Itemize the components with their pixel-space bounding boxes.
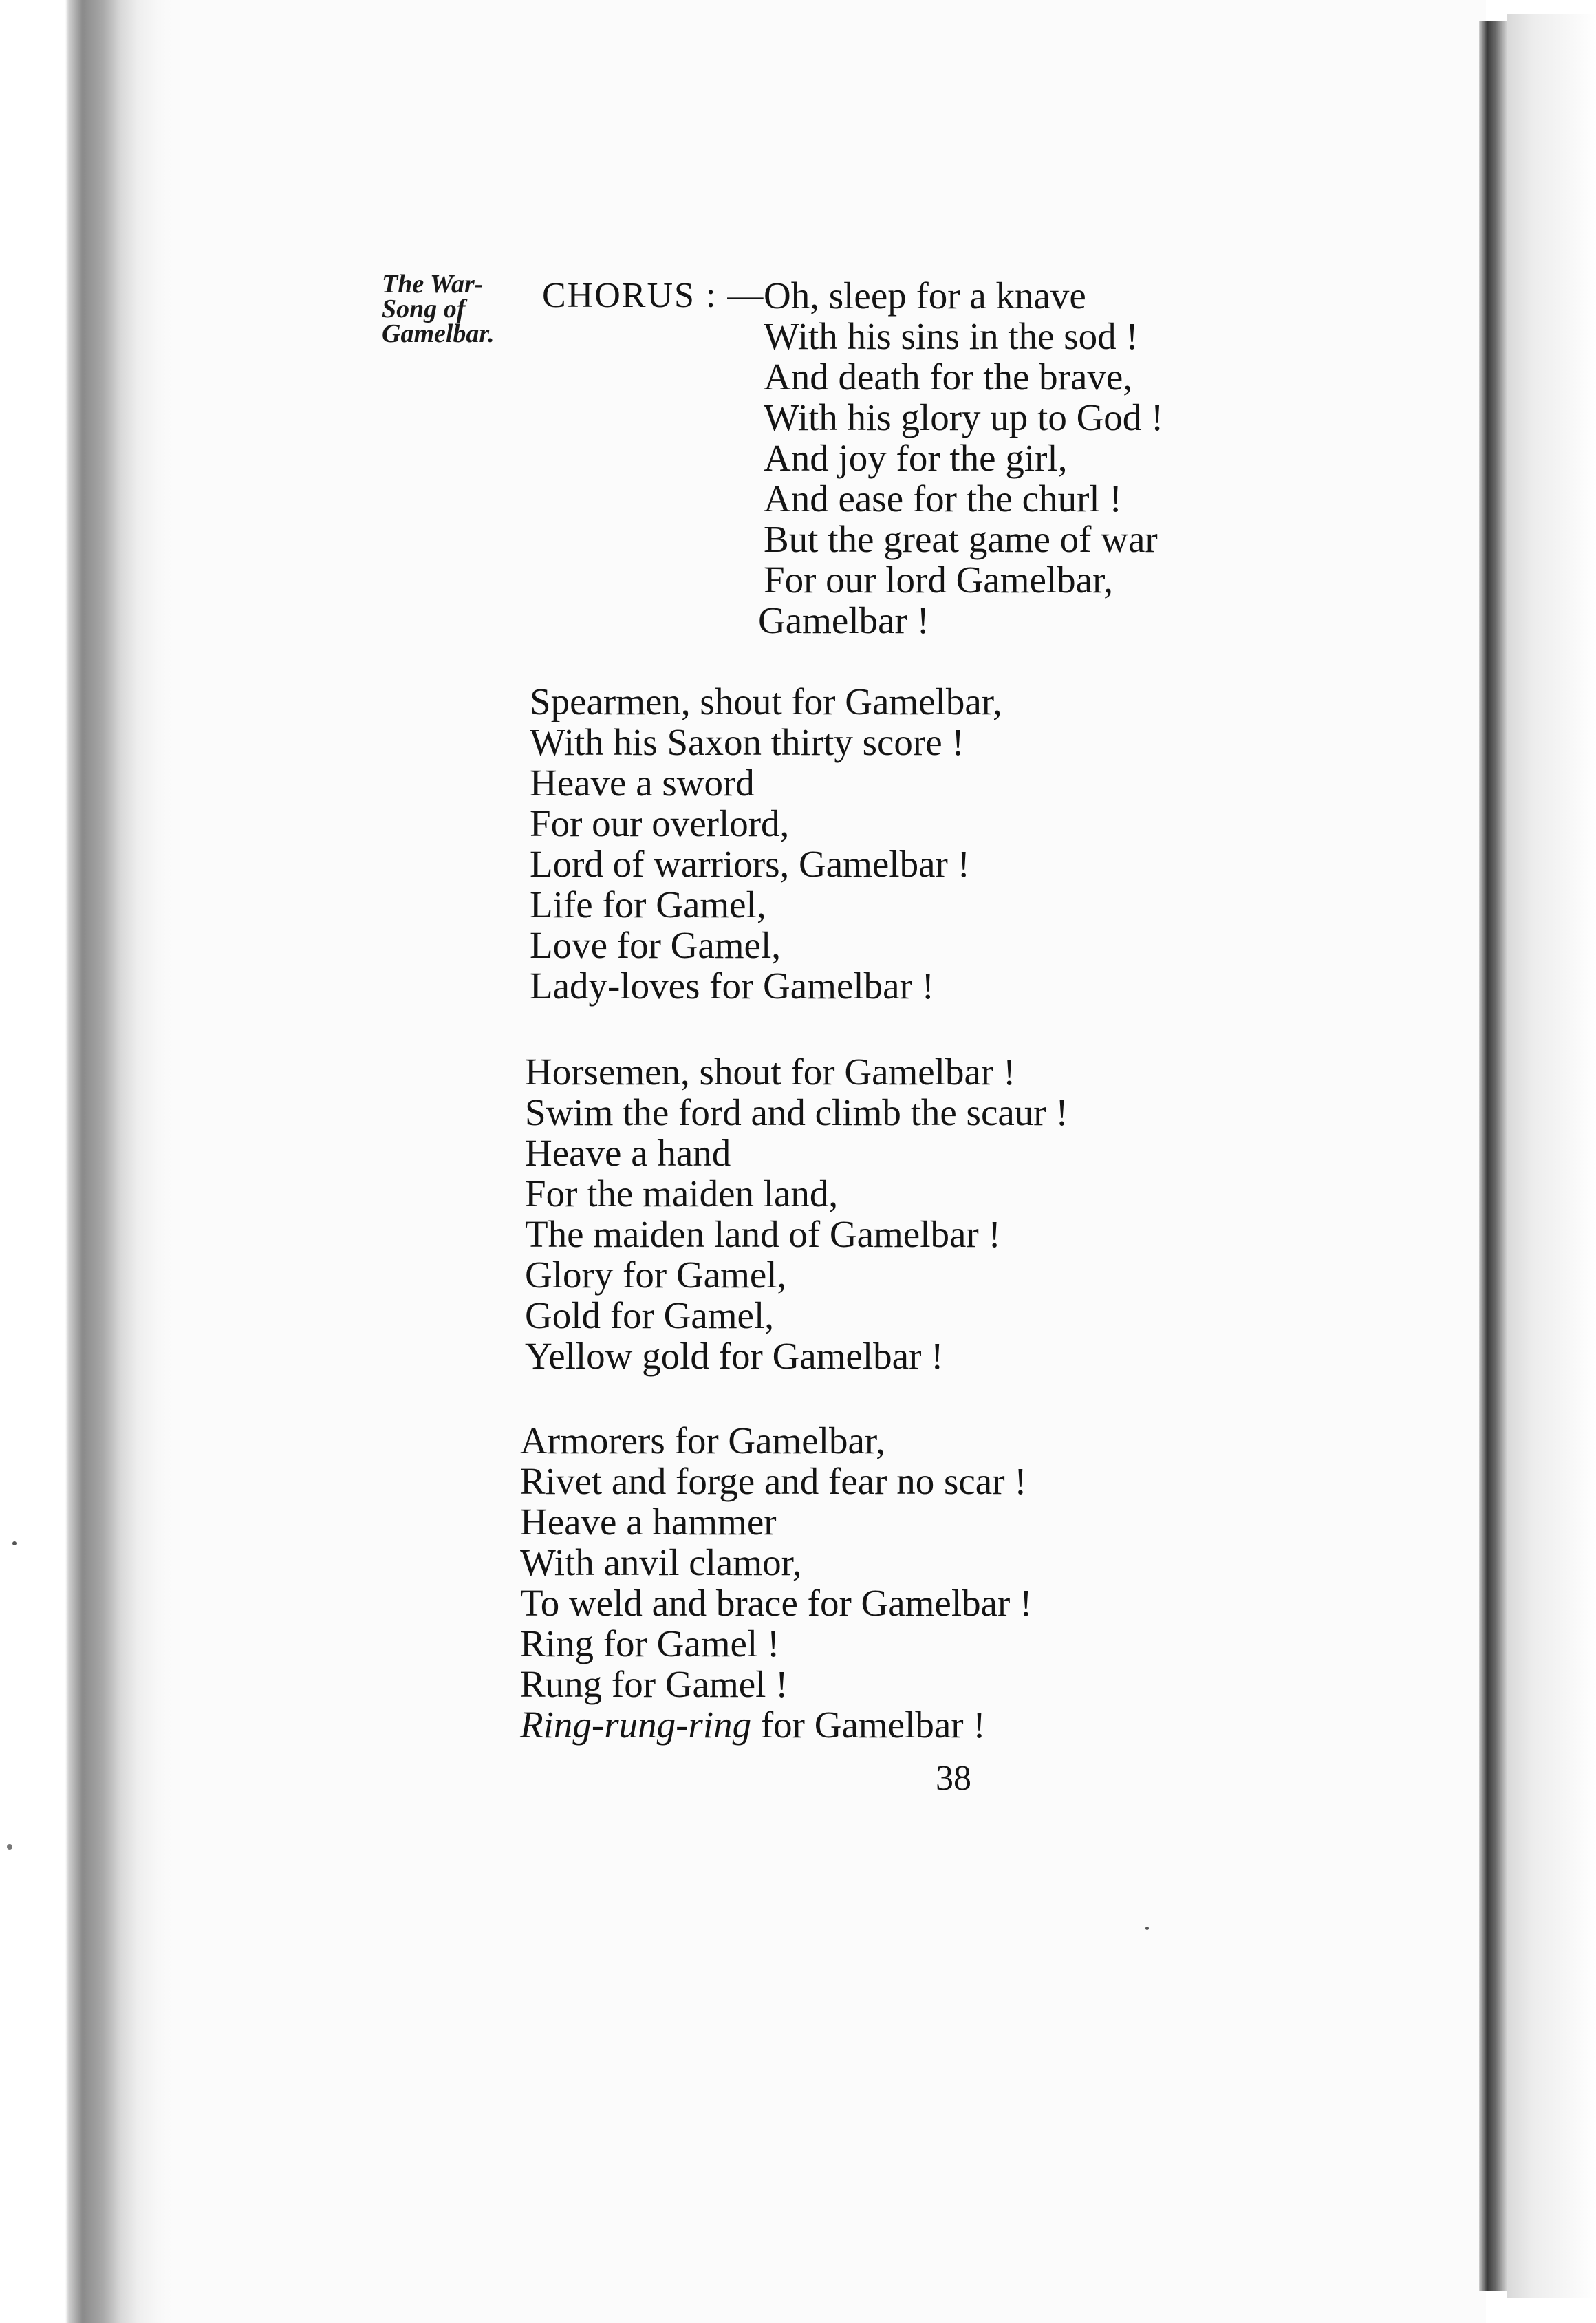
side-note	[382, 272, 495, 346]
verse-line: Spearmen, shout for Gamelbar,	[530, 681, 1002, 722]
verse-line: With anvil clamor,	[520, 1541, 802, 1583]
verse-line: Yellow gold for Gamelbar !	[525, 1335, 944, 1377]
verse-line: Horsemen, shout for Gamelbar !	[525, 1051, 1016, 1093]
verse-line: With his sins in the sod !	[764, 315, 1139, 357]
verse-line: Heave a hammer	[520, 1501, 777, 1543]
scan-speck	[7, 1844, 12, 1850]
verse-line: And joy for the girl,	[764, 437, 1068, 479]
verse-line: Rung for Gamel !	[520, 1663, 788, 1705]
stanza-armorers	[520, 1420, 1032, 1745]
stanza-horsemen	[525, 1051, 1068, 1376]
verse-line: And ease for the churl !	[764, 478, 1122, 520]
refrain-rest: for Gamelbar !	[751, 1704, 986, 1746]
verse-line: Life for Gamel,	[530, 884, 766, 925]
verse-line: Oh, sleep for a knave	[764, 275, 1086, 317]
verse-line: Heave a hand	[525, 1132, 731, 1174]
verse-line: Lord of warriors, Gamelbar !	[530, 843, 970, 885]
verse-line: Armorers for Gamelbar,	[520, 1420, 885, 1462]
verse-line: For our lord Gamelbar,	[764, 559, 1113, 601]
scan-speck	[12, 1541, 17, 1545]
verse-line: The maiden land of Gamelbar !	[525, 1213, 1001, 1255]
verse-line: To weld and brace for Gamelbar !	[520, 1582, 1033, 1624]
verse-line: Love for Gamel,	[530, 924, 781, 966]
verse-line: Swim the ford and climb the scaur !	[525, 1091, 1068, 1133]
chorus-label: CHORUS : —	[542, 276, 765, 315]
verse-line: With his Saxon thirty score !	[530, 721, 964, 763]
verse-line: And death for the brave,	[764, 356, 1133, 398]
verse-line: Rivet and forge and fear no scar !	[520, 1460, 1027, 1502]
verse-line-final	[520, 1704, 1032, 1745]
verse-line: Heave a sword	[530, 762, 755, 804]
stanza-spearmen	[530, 681, 1002, 1006]
side-note-line: Song of	[382, 295, 466, 323]
side-note-line: Gamelbar.	[382, 319, 495, 348]
scan-speck	[1145, 1927, 1149, 1930]
verse-line: Glory for Gamel,	[525, 1254, 787, 1296]
verse-line: Lady-loves for Gamelbar !	[530, 965, 934, 1007]
page-edge-shadow	[1479, 21, 1507, 2291]
verse-line: For the maiden land,	[525, 1173, 839, 1214]
verse-line: But the great game of war	[764, 518, 1158, 560]
verse-line: With his glory up to God !	[764, 396, 1164, 438]
italic-refrain: Ring-rung-ring	[520, 1704, 752, 1746]
page-number: 38	[936, 1759, 971, 1798]
book-gutter	[0, 0, 172, 2323]
next-page-edge	[1507, 14, 1596, 2298]
chorus-verse	[758, 275, 1164, 641]
verse-line: For our overlord,	[530, 802, 790, 844]
side-note-line: The War-	[382, 270, 484, 299]
verse-line: Gamelbar !	[758, 599, 929, 641]
verse-line: Gold for Gamel,	[525, 1294, 774, 1336]
verse-line: Ring for Gamel !	[520, 1623, 780, 1664]
